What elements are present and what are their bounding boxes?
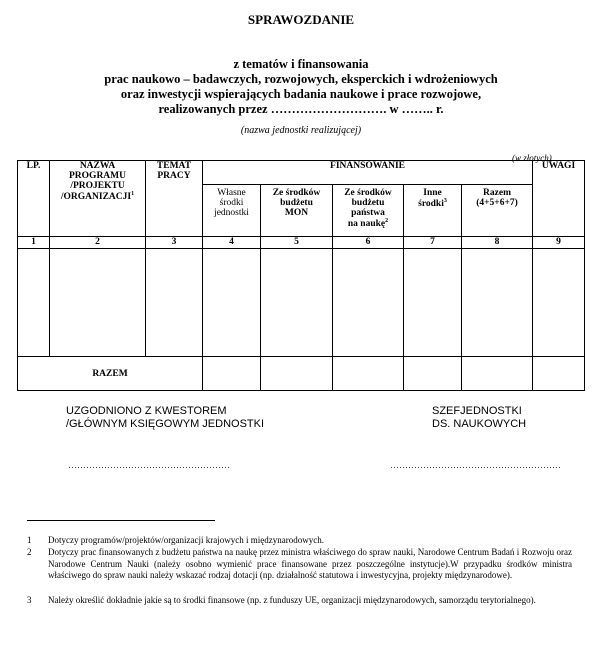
header-program: NAZWA PROGRAMU /PROJEKTU /ORGANIZACJI$^1$ <box>50 161 146 237</box>
subtitle-line-3: oraz inwestycji wspierających badania naukowe i prace rozwojowe, <box>120 87 482 101</box>
column-number: 4 <box>203 237 261 249</box>
column-number: 5 <box>261 237 333 249</box>
header-remarks: UWAGI <box>533 161 585 237</box>
header-other-funds: Inne środki$^3$ <box>404 185 462 237</box>
header-mon-budget: Ze środków budżetu MON <box>261 185 333 237</box>
column-number: 2 <box>50 237 146 249</box>
header-state-budget: Ze środków budżetu państwa na naukę$^2$ <box>333 185 404 237</box>
footnote-1: 1 Dotyczy programów/projektów/organizacji krajowych i międzynarodowych. <box>27 535 324 545</box>
column-number-row <box>18 237 585 249</box>
data-cell[interactable] <box>404 249 462 357</box>
header-lp: LP. <box>18 161 50 237</box>
data-cell[interactable] <box>533 249 585 357</box>
total-cell[interactable] <box>533 357 585 391</box>
data-cell[interactable] <box>462 249 533 357</box>
data-cell[interactable] <box>203 249 261 357</box>
financing-table <box>17 160 585 391</box>
data-cell[interactable] <box>333 249 404 357</box>
total-cell[interactable] <box>333 357 404 391</box>
data-cell[interactable] <box>18 249 50 357</box>
data-row <box>18 249 585 357</box>
total-row <box>18 357 585 391</box>
data-cell[interactable] <box>146 249 203 357</box>
footnote-divider <box>27 520 215 521</box>
header-financing: FINANSOWANIE <box>203 161 533 185</box>
document-subtitle <box>20 57 582 117</box>
column-number: 8 <box>462 237 533 249</box>
column-number: 1 <box>18 237 50 249</box>
footnote-3: 3 Należy określić dokładnie jakie są to środki finansowe (np. z funduszy UE, organizacji międzynarodowych, samorządu terytorialnego). <box>27 595 536 605</box>
data-cell[interactable] <box>261 249 333 357</box>
total-cell[interactable] <box>404 357 462 391</box>
header-topic: TEMAT PRACY <box>146 161 203 237</box>
header-own-funds: Własne środki jednostki <box>203 185 261 237</box>
subtitle-line-1: z tematów i finansowania <box>233 57 369 71</box>
quaestor-signature-label: UZGODNIONO Z KWESTOREM /GŁÓWNYM KSIĘGOWYM JEDNOSTKI <box>66 405 265 430</box>
head-signature-line[interactable]: ………………………………………………… <box>390 460 561 470</box>
currency-note: (w złotych) <box>512 153 552 163</box>
data-cell[interactable] <box>50 249 146 357</box>
header-total: Razem (4+5+6+7) <box>462 185 533 237</box>
column-number: 9 <box>533 237 585 249</box>
footnote-2: 2 Dotyczy prac finansowanych z budżetu państwa na naukę przez ministra właściwego do spraw nauki, Narodowe Centrum Badań i Rozwoju oraz Narodowe Centrum Nauki (należy osobno wymienić prace finansowane przez poszczególne instytucje).W przypadku środków ministra właściwego do spraw nauki należy wskazać rodzaj dotacji (np. działalność statutowa i inwestycyjna, projekty międzynarodowe). <box>27 547 572 580</box>
head-signature-label: SZEFJEDNOSTKI DS. NAUKOWYCH <box>432 405 527 430</box>
column-number: 7 <box>404 237 462 249</box>
total-label: RAZEM <box>18 357 203 391</box>
total-cell[interactable] <box>261 357 333 391</box>
quaestor-signature-line[interactable]: ……………………………………………… <box>68 460 230 470</box>
column-number: 6 <box>333 237 404 249</box>
total-cell[interactable] <box>462 357 533 391</box>
column-number: 3 <box>146 237 203 249</box>
subtitle-line-2: prac naukowo – badawczych, rozwojowych, eksperckich i wdrożeniowych <box>104 72 498 86</box>
total-cell[interactable] <box>203 357 261 391</box>
document-title: SPRAWOZDANIE <box>247 12 355 27</box>
unit-name-note: (nazwa jednostki realizującej) <box>240 125 362 136</box>
subtitle-line-4: realizowanych przez ………………………. w …….. r. <box>158 102 444 116</box>
